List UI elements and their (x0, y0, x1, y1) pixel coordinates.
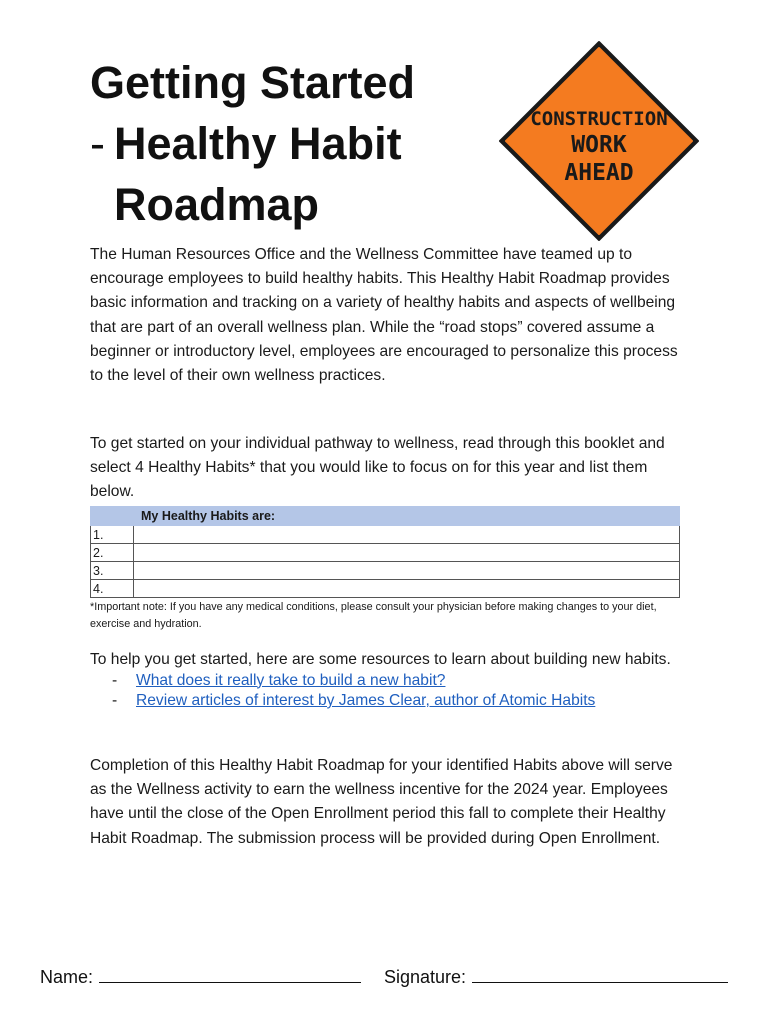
resources-intro: To help you get started, here are some resources to learn about building new habits. (90, 651, 671, 668)
habit-number: 2. (91, 544, 134, 562)
table-row (91, 544, 680, 562)
habit-number: 4. (91, 580, 134, 598)
construction-sign-icon (494, 36, 704, 246)
page-title (90, 52, 490, 235)
completion-paragraph: Completion of this Healthy Habit Roadmap for your identified Habits above will serve as the Wellness activity to earn the wellness incentive for the 2024 year. Employees have until the close of the Open Enrollment period this fall to complete their Healthy Habit Roadmap. The submission process will be provided during Open Enrollment. (90, 757, 673, 847)
habit-number: 1. (91, 526, 134, 544)
instruction-paragraph: To get started on your individual pathway to wellness, read through this booklet and select 4 Healthy Habits* that you would like to focus on for this year and list them below. (90, 435, 665, 501)
sign-text-line-2: WORK (571, 132, 627, 158)
table-row (91, 580, 680, 598)
name-blank-line[interactable] (99, 962, 361, 983)
habit-entry-field[interactable] (134, 544, 680, 562)
title-dash: - (90, 118, 105, 169)
habit-entry-field[interactable] (134, 580, 680, 598)
list-bullet: - (112, 692, 118, 709)
james-clear-articles-link[interactable]: Review articles of interest by James Clear, author of Atomic Habits (136, 692, 596, 709)
sign-text-line-1: CONSTRUCTION (530, 108, 668, 130)
habits-table-header: My Healthy Habits are: (91, 507, 680, 526)
medical-note: *Important note: If you have any medical conditions, please consult your physician before making changes to your diet, exercise and hydration. (90, 601, 657, 630)
title-line-1: Getting Started (90, 57, 416, 108)
habit-number: 3. (91, 562, 134, 580)
table-row (91, 562, 680, 580)
healthy-habits-table (90, 506, 680, 598)
signature-label: Signature: (384, 967, 467, 987)
title-line-3: Roadmap (114, 179, 320, 230)
table-row (91, 526, 680, 544)
title-line-2: Healthy Habit (114, 118, 402, 169)
habit-entry-field[interactable] (134, 562, 680, 580)
habit-entry-field[interactable] (134, 526, 680, 544)
list-item (112, 671, 690, 692)
signature-blank-line[interactable] (472, 962, 728, 983)
list-bullet: - (112, 671, 118, 689)
habit-article-link[interactable]: What does it really take to build a new habit? (136, 671, 446, 689)
resource-links-list (90, 671, 690, 712)
name-field-group (40, 962, 361, 991)
signature-field-group (384, 962, 728, 991)
sign-text-line-3: AHEAD (564, 160, 634, 186)
intro-paragraph: The Human Resources Office and the Wellness Committee have teamed up to encourage employees to build healthy habits. This Healthy Habit Roadmap provides basic information and tracking on a variety of healthy habits and aspects of wellbeing that are part of an overall wellness plan. While the “road stops” covered assume a beginner or introductory level, employees are encouraged to personalize this process to the level of their own wellness practices. (90, 246, 678, 385)
resources-section (90, 650, 690, 712)
list-item (112, 691, 690, 712)
name-label: Name: (40, 967, 94, 987)
